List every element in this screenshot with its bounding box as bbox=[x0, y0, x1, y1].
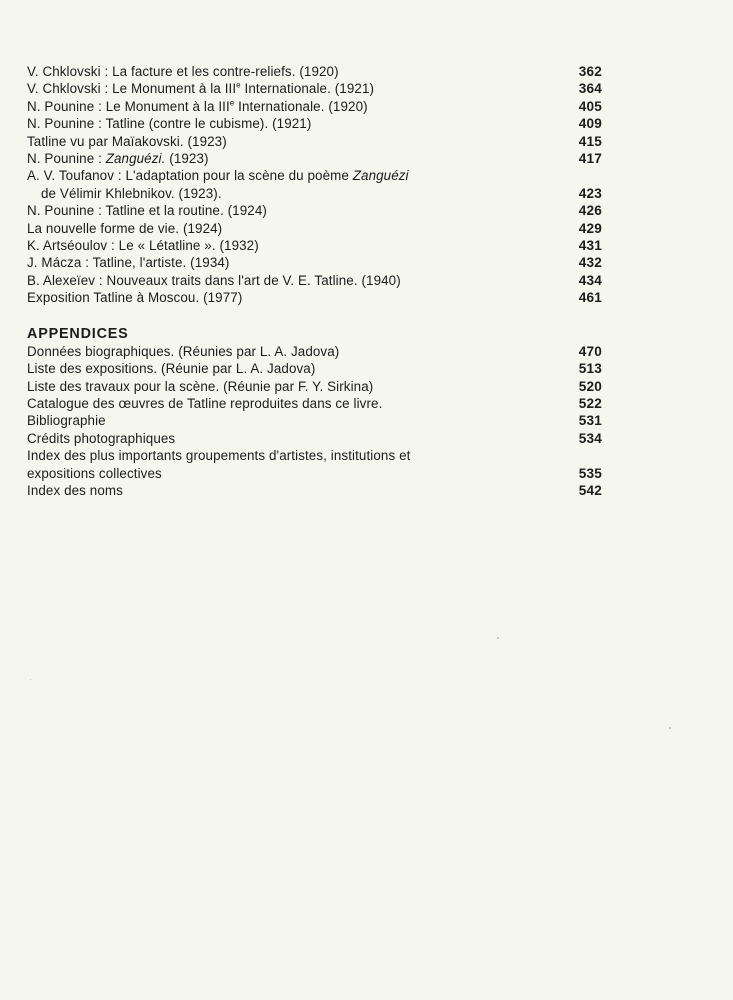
toc-entry bbox=[27, 133, 604, 150]
entry-text: V. Chklovski : La facture et les contre-reliefs. (1920) bbox=[27, 64, 339, 79]
toc-entry-title bbox=[27, 360, 604, 377]
entry-text: N. Pounine : Le Monument à la III bbox=[27, 98, 230, 114]
entry-text: K. Artséoulov : Le « Létatline ». (1932) bbox=[27, 238, 259, 254]
page-number: 362 bbox=[578, 64, 602, 79]
page-number: 513 bbox=[578, 361, 602, 377]
page-number: 535 bbox=[578, 465, 602, 481]
entry-text: N. Pounine : bbox=[27, 151, 106, 167]
page-number: 432 bbox=[578, 255, 602, 271]
entry-text: N. Pounine : Tatline et la routine. (1924) bbox=[27, 203, 267, 219]
toc-entry-title bbox=[27, 447, 604, 464]
entry-text: Liste des expositions. (Réunie par L. A. Jadova) bbox=[27, 361, 316, 377]
toc-entry bbox=[27, 447, 604, 482]
entry-text: Exposition Tatline à Moscou. (1977) bbox=[27, 290, 243, 306]
entry-text: V. Chklovski : Le Monument à la III bbox=[27, 81, 237, 97]
page-number: 364 bbox=[578, 81, 602, 97]
toc-entry-title bbox=[27, 272, 604, 289]
toc-entry-title-line2: expositions collectives bbox=[27, 465, 162, 481]
toc-entry-title bbox=[27, 220, 604, 237]
toc-entry bbox=[27, 360, 604, 377]
toc-entry bbox=[27, 80, 604, 97]
paper-speck bbox=[30, 679, 31, 680]
toc-entry bbox=[27, 167, 604, 202]
page-number: 542 bbox=[578, 482, 602, 498]
paper-speck bbox=[497, 637, 499, 639]
toc-entry-title bbox=[27, 133, 604, 150]
toc-section-appendices bbox=[27, 343, 604, 500]
page-number: 531 bbox=[578, 413, 602, 429]
page-number: 434 bbox=[578, 272, 602, 288]
paper-speck bbox=[669, 727, 671, 729]
toc-entry-title bbox=[27, 167, 604, 184]
toc-entry bbox=[27, 150, 604, 167]
toc-entry bbox=[27, 115, 604, 132]
superscript: e bbox=[229, 98, 235, 108]
entry-text: Bibliographie bbox=[27, 413, 106, 429]
entry-text: B. Alexeïev : Nouveaux traits dans l'art de V. E. Tatline. (1940) bbox=[27, 272, 401, 288]
section-spacer bbox=[27, 307, 604, 325]
toc-entry bbox=[27, 343, 604, 360]
page-number: 426 bbox=[578, 203, 602, 219]
toc-entry-title bbox=[27, 378, 604, 395]
page-number: 522 bbox=[578, 395, 602, 411]
toc-entry-title-line2: de Vélimir Khlebnikov. (1923). bbox=[41, 185, 222, 201]
toc-entry bbox=[27, 412, 604, 429]
page-number: 470 bbox=[578, 343, 602, 359]
toc-entry bbox=[27, 254, 604, 271]
toc-entry-title bbox=[27, 63, 604, 80]
toc-entry-title bbox=[27, 237, 604, 254]
table-of-contents bbox=[27, 63, 604, 499]
entry-text: Catalogue des œuvres de Tatline reproduites dans ce livre. bbox=[27, 395, 383, 411]
toc-entry bbox=[27, 482, 604, 499]
toc-entry-title bbox=[27, 343, 604, 360]
page-number: 461 bbox=[578, 290, 602, 306]
superscript: e bbox=[236, 80, 241, 90]
entry-text: J. Mácza : Tatline, l'artiste. (1934) bbox=[27, 255, 230, 271]
toc-entry bbox=[27, 272, 604, 289]
toc-section-texts bbox=[27, 63, 604, 307]
page-number: 534 bbox=[578, 430, 602, 446]
toc-entry-title bbox=[27, 412, 604, 429]
toc-entry-title bbox=[27, 289, 604, 306]
toc-entry bbox=[27, 430, 604, 447]
toc-entry-title bbox=[27, 80, 604, 97]
entry-text: N. Pounine : Tatline (contre le cubisme). (1921) bbox=[27, 116, 312, 132]
toc-entry-title bbox=[27, 430, 604, 447]
entry-text: A. V. Toufanov : L'adaptation pour la scène du poème bbox=[27, 168, 353, 184]
toc-entry bbox=[27, 237, 604, 254]
toc-entry-title bbox=[27, 254, 604, 271]
entry-text-continued: Internationale. (1920) bbox=[234, 98, 368, 114]
toc-entry-title bbox=[27, 482, 604, 499]
entry-text: Crédits photographiques bbox=[27, 430, 176, 446]
toc-entry bbox=[27, 378, 604, 395]
toc-entry bbox=[27, 395, 604, 412]
toc-entry-title bbox=[27, 150, 604, 167]
page-number: 415 bbox=[578, 133, 602, 149]
toc-entry-title bbox=[27, 202, 604, 219]
appendices-heading: APPENDICES bbox=[27, 325, 129, 342]
toc-entry-title bbox=[27, 115, 604, 132]
toc-entry bbox=[27, 202, 604, 219]
entry-text: Tatline vu par Maïakovski. (1923) bbox=[27, 133, 227, 149]
toc-entry bbox=[27, 289, 604, 306]
italic-title: Zanguézi bbox=[352, 168, 409, 184]
page-number: 520 bbox=[578, 378, 602, 394]
page-number: 405 bbox=[578, 98, 602, 114]
page-number: 423 bbox=[578, 185, 602, 201]
entry-text: Index des noms bbox=[27, 482, 123, 498]
toc-entry-title bbox=[27, 98, 604, 115]
toc-entry bbox=[27, 63, 604, 80]
entry-text: La nouvelle forme de vie. (1924) bbox=[27, 220, 223, 236]
entry-text-continued: Internationale. (1921) bbox=[240, 81, 375, 97]
entry-text-continued: (1923) bbox=[165, 151, 209, 167]
page-number: 409 bbox=[578, 116, 602, 132]
toc-entry bbox=[27, 220, 604, 237]
italic-title: Zanguézi. bbox=[105, 151, 166, 167]
entry-text: Index des plus importants groupements d'artistes, institutions et bbox=[27, 448, 411, 464]
entry-text: Liste des travaux pour la scène. (Réunie par F. Y. Sirkina) bbox=[27, 378, 374, 394]
toc-entry-title bbox=[27, 395, 604, 412]
page-number: 431 bbox=[578, 238, 602, 254]
page-number: 417 bbox=[578, 151, 602, 167]
page-number: 429 bbox=[578, 220, 602, 236]
entry-text: Données biographiques. (Réunies par L. A. Jadova) bbox=[27, 343, 340, 359]
toc-entry bbox=[27, 98, 604, 115]
